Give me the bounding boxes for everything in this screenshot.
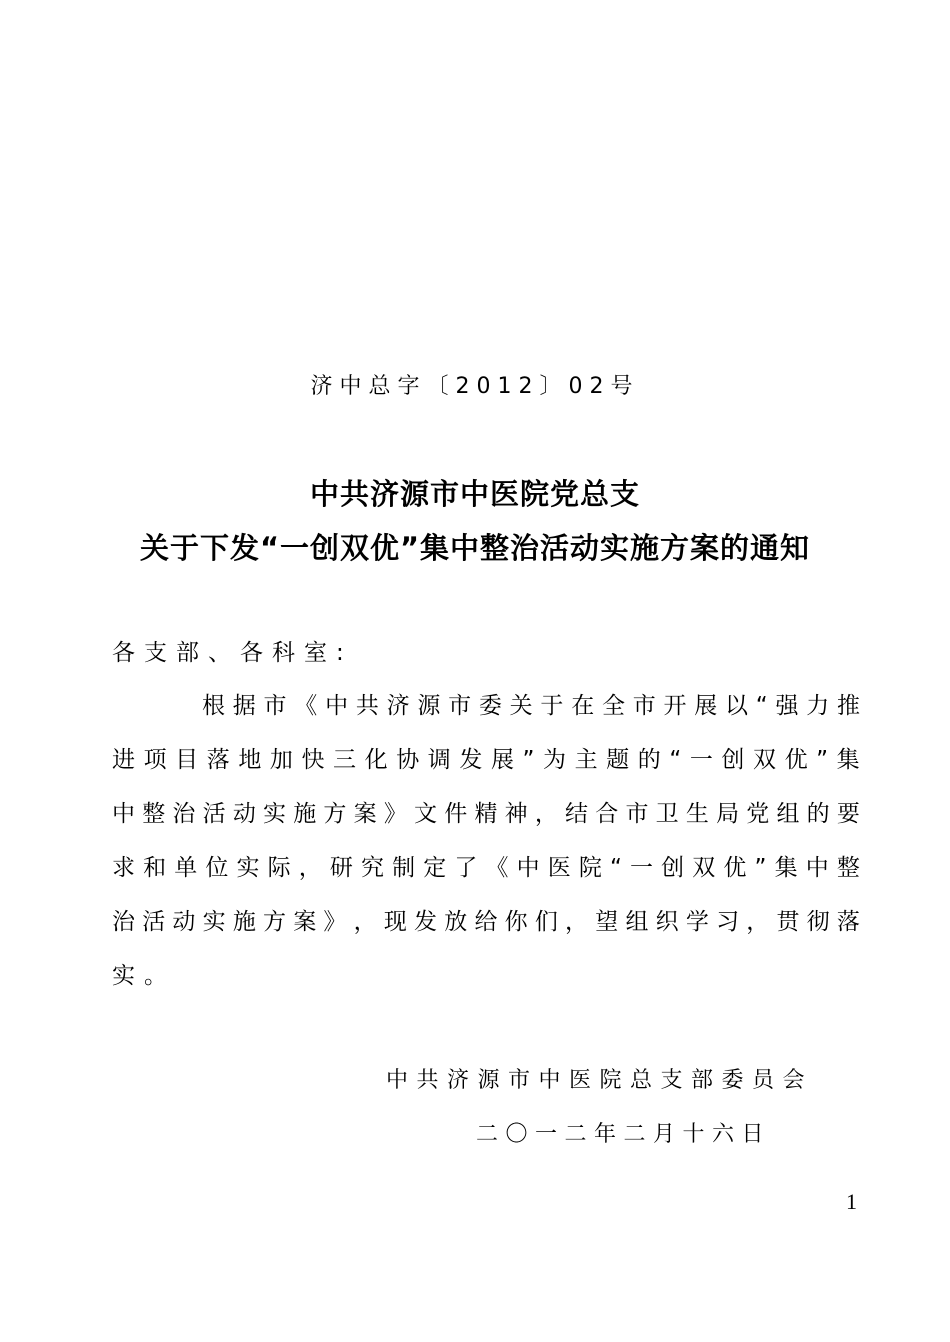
body-line-6: 实。 — [112, 963, 176, 989]
title-line-2: 关于下发“一创双优”集中整治活动实施方案的通知 — [139, 531, 811, 565]
salutation: 各支部、各科室: — [112, 640, 353, 666]
body-line-1: 根 据 市 《 中 共 济 源 市 委 关 于 在 全 市 开 展 以 “ 强 力 推 — [202, 693, 860, 719]
body-line-4: 求 和 单 位 实 际 ， 研 究 制 定 了 《 中 医 院 “ 一 创 双 优 ” 集 中 整 — [112, 855, 860, 881]
date: 二〇一二年二月十六日 — [476, 1122, 772, 1147]
signature: 中共济源市中医院总支部委员会 — [386, 1068, 814, 1093]
page-number: 1 — [846, 1189, 857, 1214]
title-line-1: 中共济源市中医院党总支 — [309, 477, 640, 511]
body-line-2: 进 项 目 落 地 加 快 三 化 协 调 发 展 ” 为 主 题 的 “ 一 创 双 优 ” 集 — [112, 747, 860, 773]
document-number: 济中总字〔2012〕02号 — [310, 374, 640, 399]
body-line-3: 中 整 治 活 动 实 施 方 案 》 文 件 精 神 ， 结 合 市 卫 生 局 党 组 的 要 — [112, 801, 860, 827]
body-line-5: 治 活 动 实 施 方 案 》 ， 现 发 放 给 你 们 ， 望 组 织 学 习 ， 贯 彻 落 — [112, 909, 860, 935]
